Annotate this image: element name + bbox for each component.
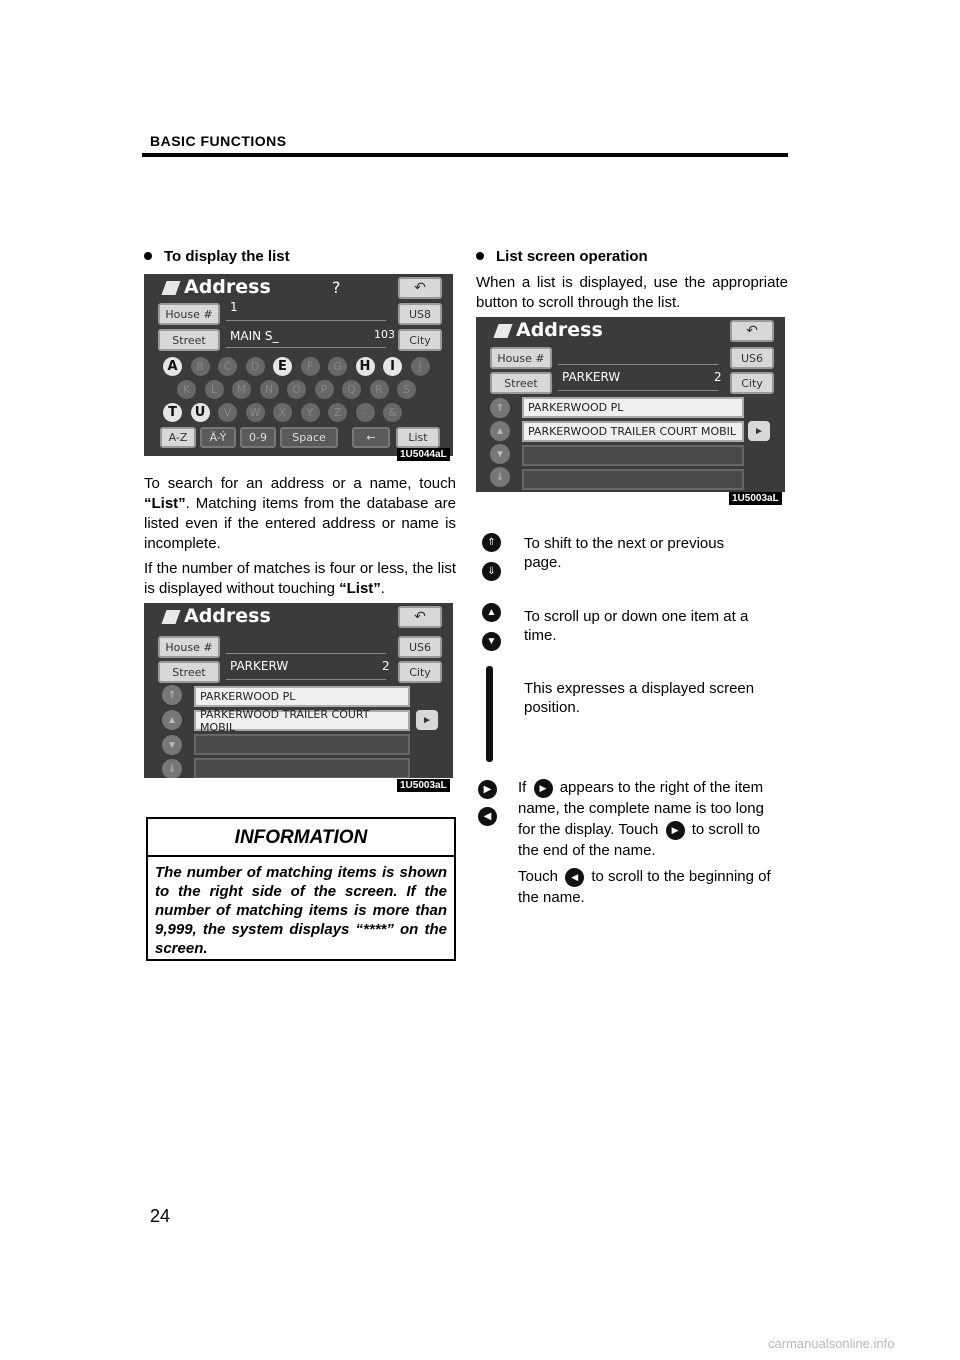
- street-underline: [558, 390, 718, 391]
- key-b: B: [191, 357, 210, 376]
- list-item-empty: [522, 469, 744, 490]
- key-k: K: [177, 380, 196, 399]
- subheading-display-list: [144, 244, 456, 268]
- street-underline: [226, 679, 386, 680]
- street-value: PARKERW: [230, 659, 289, 673]
- watermark: carmanualsonline.info: [768, 1336, 895, 1351]
- house-button: House #: [490, 347, 552, 369]
- section-header: BASIC FUNCTIONS: [150, 133, 287, 149]
- key-j: J: [411, 357, 430, 376]
- scroll-right-icon: ▶: [534, 779, 553, 798]
- bullet: [144, 252, 152, 260]
- house-button: House #: [158, 636, 220, 658]
- street-underline: [226, 347, 386, 348]
- city-button: City: [730, 372, 774, 394]
- screen-title: Address: [516, 319, 603, 341]
- back-button: ↶: [730, 320, 774, 342]
- list-item: PARKERWOOD PL: [194, 686, 410, 707]
- page-down-icon: ⇓: [162, 759, 182, 778]
- subheading-text: To display the list: [164, 247, 290, 265]
- bottom-key-0: A-Z: [160, 427, 196, 448]
- header-rule: [142, 153, 788, 157]
- item-up-icon: ▲: [482, 603, 501, 622]
- list-item-empty: [194, 734, 410, 755]
- state-button: US6: [398, 636, 442, 658]
- list-item: PARKERWOOD PL: [522, 397, 744, 418]
- screen-title: Address: [184, 605, 271, 627]
- key-p: P: [315, 380, 334, 399]
- paragraph-1: To search for an address or a name, touch “List”. Matching items from the database are listed even if the entered address or name is incomplete.: [144, 475, 456, 552]
- address-logo-icon: [493, 324, 512, 338]
- street-value: MAIN S_: [230, 329, 279, 343]
- list-item-empty: [194, 758, 410, 778]
- key-u: U: [191, 403, 210, 422]
- item-down-icon: ▼: [490, 444, 510, 464]
- city-button: City: [398, 661, 442, 683]
- bottom-key-1: Ä-Ý: [200, 427, 236, 448]
- right-column: [476, 244, 788, 313]
- screen-title: Address: [184, 276, 271, 298]
- information-box: [146, 817, 456, 961]
- key-h: H: [356, 357, 375, 376]
- intro-paragraph: When a list is displayed, use the appropriate button to scroll through the list.: [476, 274, 788, 311]
- information-text: The number of matching items is shown to the right side of the screen. If the number of matching items is more than 9,999, the system displays “****” on the screen.: [155, 864, 447, 957]
- key-e: E: [273, 357, 292, 376]
- figure-code-3: 1U5003aL: [729, 492, 782, 505]
- legend-item-text: To scroll up or down one item at a time.: [524, 608, 749, 644]
- key-a: A: [163, 357, 182, 376]
- page-number: 24: [150, 1206, 171, 1226]
- list-screen-right: [476, 317, 785, 492]
- key-i: I: [383, 357, 402, 376]
- item-down-icon: ▼: [482, 632, 501, 651]
- page-down-icon: ⇓: [482, 562, 501, 581]
- item-up-icon: ▲: [162, 710, 182, 730]
- bottom-key-5: List: [396, 427, 440, 448]
- match-count: 103: [374, 328, 395, 341]
- item-down-icon: ▼: [162, 735, 182, 755]
- bullet: [476, 252, 484, 260]
- key-q: Q: [342, 380, 361, 399]
- page-up-icon: ⇑: [482, 533, 501, 552]
- list-item: PARKERWOOD TRAILER COURT MOBIL: [522, 421, 744, 442]
- key-l: L: [205, 380, 224, 399]
- match-count: 2: [714, 370, 722, 384]
- legend-name-text: If ▶ appears to the right of the item name, the complete name is too long for the display. Touch ▶ to scroll to the end of the name.: [518, 779, 764, 859]
- match-count: 2: [382, 659, 390, 673]
- information-title: INFORMATION: [234, 827, 368, 848]
- back-button: ↶: [398, 277, 442, 299]
- street-button: Street: [490, 372, 552, 394]
- house-underline: [226, 653, 386, 654]
- page-down-icon: ⇓: [490, 467, 510, 487]
- state-button: US8: [398, 303, 442, 325]
- scroll-left-icon: ◀: [478, 807, 497, 826]
- key-d: D: [246, 357, 265, 376]
- list-screen-left: [144, 603, 453, 778]
- house-value: 1: [230, 300, 238, 314]
- street-button: Street: [158, 329, 220, 351]
- figure-code-1: 1U5044aL: [397, 448, 450, 461]
- key-x: &: [383, 403, 402, 422]
- page-up-icon: ⇑: [162, 685, 182, 705]
- key-x: -: [356, 403, 375, 422]
- list-item: PARKERWOOD TRAILER COURT MOBIL: [194, 710, 410, 731]
- city-button: City: [398, 329, 442, 351]
- key-f: F: [301, 357, 320, 376]
- subheading-text: List screen operation: [496, 247, 648, 265]
- house-underline: [558, 364, 718, 365]
- bottom-key-3: Space: [280, 427, 338, 448]
- key-t: T: [163, 403, 182, 422]
- left-paragraphs: [144, 474, 456, 599]
- address-logo-icon: [161, 610, 180, 624]
- legend-touch-text: Touch ◀ to scroll to the beginning of the name.: [518, 868, 771, 906]
- key-n: N: [260, 380, 279, 399]
- legend-page-text: To shift to the next or previous page.: [524, 535, 725, 571]
- scroll-right-arrow-icon: ►: [416, 710, 438, 730]
- key-v: V: [218, 403, 237, 422]
- street-button: Street: [158, 661, 220, 683]
- house-button: House #: [158, 303, 220, 325]
- left-column: [144, 244, 456, 268]
- scroll-right-icon: ▶: [478, 780, 497, 799]
- key-w: W: [246, 403, 265, 422]
- bottom-key-4: ←: [352, 427, 390, 448]
- page-up-icon: ⇑: [490, 398, 510, 418]
- subheading-list-operation: [476, 244, 788, 268]
- list-item-empty: [522, 445, 744, 466]
- scroll-left-icon: ◀: [565, 868, 584, 887]
- scrollbar-icon: [486, 666, 493, 762]
- bottom-key-2: 0-9: [240, 427, 276, 448]
- key-r: R: [370, 380, 389, 399]
- keyboard-screen: [144, 274, 453, 456]
- key-c: C: [218, 357, 237, 376]
- legend-scroll-text: This expresses a displayed screen position.: [524, 680, 755, 716]
- item-up-icon: ▲: [490, 421, 510, 441]
- key-o: O: [287, 380, 306, 399]
- scroll-right-arrow-icon: ►: [748, 421, 770, 441]
- key-m: M: [232, 380, 251, 399]
- back-button: ↶: [398, 606, 442, 628]
- key-x: X: [273, 403, 292, 422]
- key-g: G: [328, 357, 347, 376]
- scroll-right-icon: ▶: [666, 821, 685, 840]
- address-logo-icon: [161, 281, 180, 295]
- key-s: S: [397, 380, 416, 399]
- paragraph-2: If the number of matches is four or less, the list is displayed without touching “List”.: [144, 560, 456, 597]
- state-button: US6: [730, 347, 774, 369]
- house-underline: [226, 320, 386, 321]
- key-z: Z: [328, 403, 347, 422]
- street-value: PARKERW: [562, 370, 621, 384]
- help-icon: ?: [332, 278, 341, 297]
- key-y: Y: [301, 403, 320, 422]
- figure-code-2: 1U5003aL: [397, 779, 450, 792]
